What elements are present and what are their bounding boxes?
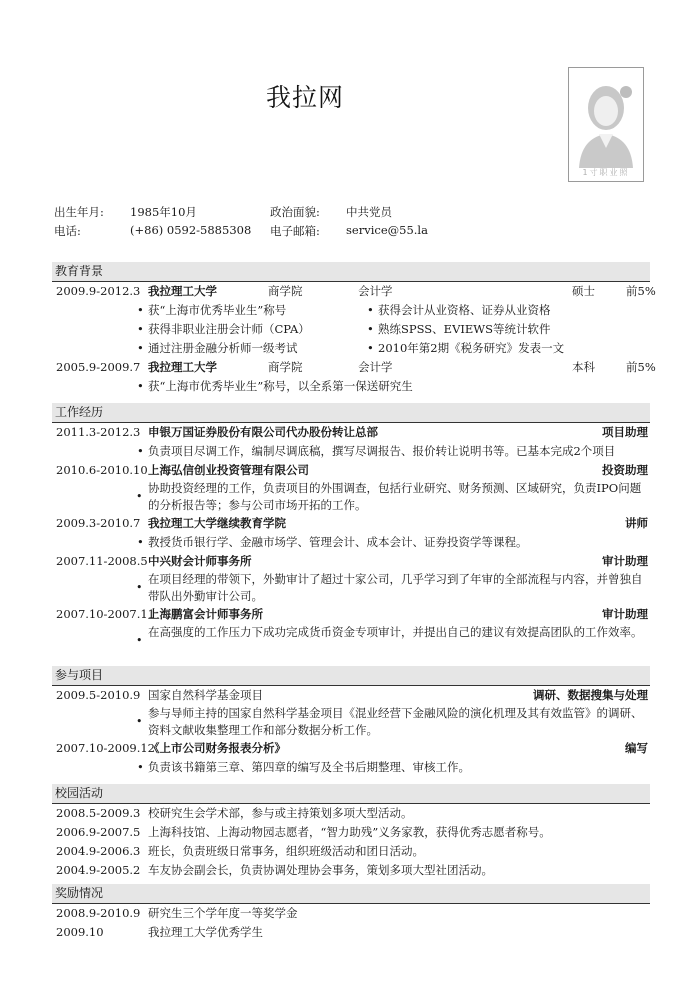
work-section xyxy=(52,403,650,658)
phone-label: 电话: xyxy=(54,224,81,238)
section-title: 教育背景 xyxy=(52,262,650,281)
section-title: 奖励情况 xyxy=(52,884,650,903)
work-entry: 2011.3-2012.3 申银万国证券股份有限公司代办股份转让总部 项目助理 xyxy=(56,425,648,439)
personal-info xyxy=(54,204,654,242)
list-item: • 协助投资经理的工作，负责项目的外围调查，包括行业研究、财务预测、区域研究，负责IPO问题的分析报告等；参与公司市场开拓的工作。 xyxy=(136,481,642,512)
list-item: • 通过注册金融分析师一级考试 • 2010年第2期《税务研究》发表一文 xyxy=(52,339,650,358)
avatar-placeholder-icon xyxy=(569,68,643,168)
profile-photo xyxy=(568,67,644,182)
projects-section xyxy=(52,666,650,777)
email-label: 电子邮箱: xyxy=(270,224,320,238)
campus-entry: 2004.9-2005.2 车友协会副会长，负责协调处理协会事务，策划多项大型社团活动。 xyxy=(56,863,493,877)
education-section xyxy=(52,262,656,396)
list-item: • 获“上海市优秀毕业生”称号，以全系第一保送研究生 xyxy=(52,377,650,396)
list-item: • 在高强度的工作压力下成功完成货币资金专项审计，并提出自己的建议有效提高团队的工作效率。 xyxy=(136,625,643,647)
campus-entry: 2006.9-2007.5 上海科技馆、上海动物园志愿者，“智力助残”义务家教，获得优秀志愿者称号。 xyxy=(56,825,551,839)
work-entry: 2007.11-2008.5 中兴财会计师事务所 审计助理 xyxy=(56,554,648,568)
campus-entry: 2008.5-2009.3 校研究生会学术部，参与或主持策划多项大型活动。 xyxy=(56,806,413,820)
project-entry: 2007.10-2009.12 《上市公司财务报表分析》 编写 xyxy=(56,741,648,755)
work-entry: 2009.3-2010.7 我拉理工大学继续教育学院 讲师 xyxy=(56,516,648,530)
campus-section xyxy=(52,784,650,880)
politics-label: 政治面貌: xyxy=(270,205,320,219)
campus-entry: 2004.9-2006.3 班长，负责班级日常事务，组织班级活动和团日活动。 xyxy=(56,844,424,858)
section-title: 工作经历 xyxy=(52,403,650,422)
awards-section xyxy=(52,884,650,942)
list-item: • 在项目经理的带领下，外勤审计了超过十家公司，几乎学习到了年审的全部流程与内容，并曾独自带队出外勤审计公司。 xyxy=(136,572,643,603)
award-entry: 2009.10 我拉理工大学优秀学生 xyxy=(56,925,263,939)
work-entry: 2010.6-2010.10 上海弘信创业投资管理有限公司 投资助理 xyxy=(56,463,648,477)
email-value: service@55.la xyxy=(346,223,428,237)
photo-caption: 1寸职业照 xyxy=(582,168,630,177)
project-entry: 2009.5-2010.9 国家自然科学基金项目 调研、数据搜集与处理 xyxy=(56,688,648,702)
education-entry: 2005.9-2009.7 我拉理工大学 商学院 会计学 本科 前5% xyxy=(56,360,656,374)
birth-label: 出生年月: xyxy=(54,205,104,219)
list-item: • 参与导师主持的国家自然科学基金项目《混业经营下金融风险的演化机理及其有效监管》的调研、资料文献收集整理工作和部分数据分析工作。 xyxy=(136,706,643,737)
list-item: • 教授货币银行学、金融市场学、管理会计、成本会计、证券投资学等课程。 xyxy=(52,533,650,552)
phone-value: (+86) 0592-5885308 xyxy=(130,223,252,237)
list-item: • 负责项目尽调工作，编制尽调底稿，撰写尽调报告、报价转让说明书等。已基本完成2个项目 xyxy=(52,442,650,461)
list-item: • 获“上海市优秀毕业生”称号 • 获得会计从业资格、证券从业资格 xyxy=(52,301,650,320)
section-title: 参与项目 xyxy=(52,666,650,685)
resume-name: 我拉网 xyxy=(266,83,345,112)
politics-value: 中共党员 xyxy=(346,205,392,219)
section-title: 校园活动 xyxy=(52,784,650,803)
award-entry: 2008.9-2010.9 研究生三个学年度一等奖学金 xyxy=(56,906,298,920)
list-item: • 获得非职业注册会计师（CPA） • 熟练SPSS、EVIEWS等统计软件 xyxy=(52,320,650,339)
list-item: • 负责该书籍第三章、第四章的编写及全书后期整理、审核工作。 xyxy=(52,758,650,777)
education-entry: 2009.9-2012.3 我拉理工大学 商学院 会计学 硕士 前5% xyxy=(56,284,656,298)
work-entry: 2007.10-2007.11 上海鹏富会计师事务所 审计助理 xyxy=(56,607,648,621)
birth-value: 1985年10月 xyxy=(130,205,197,219)
